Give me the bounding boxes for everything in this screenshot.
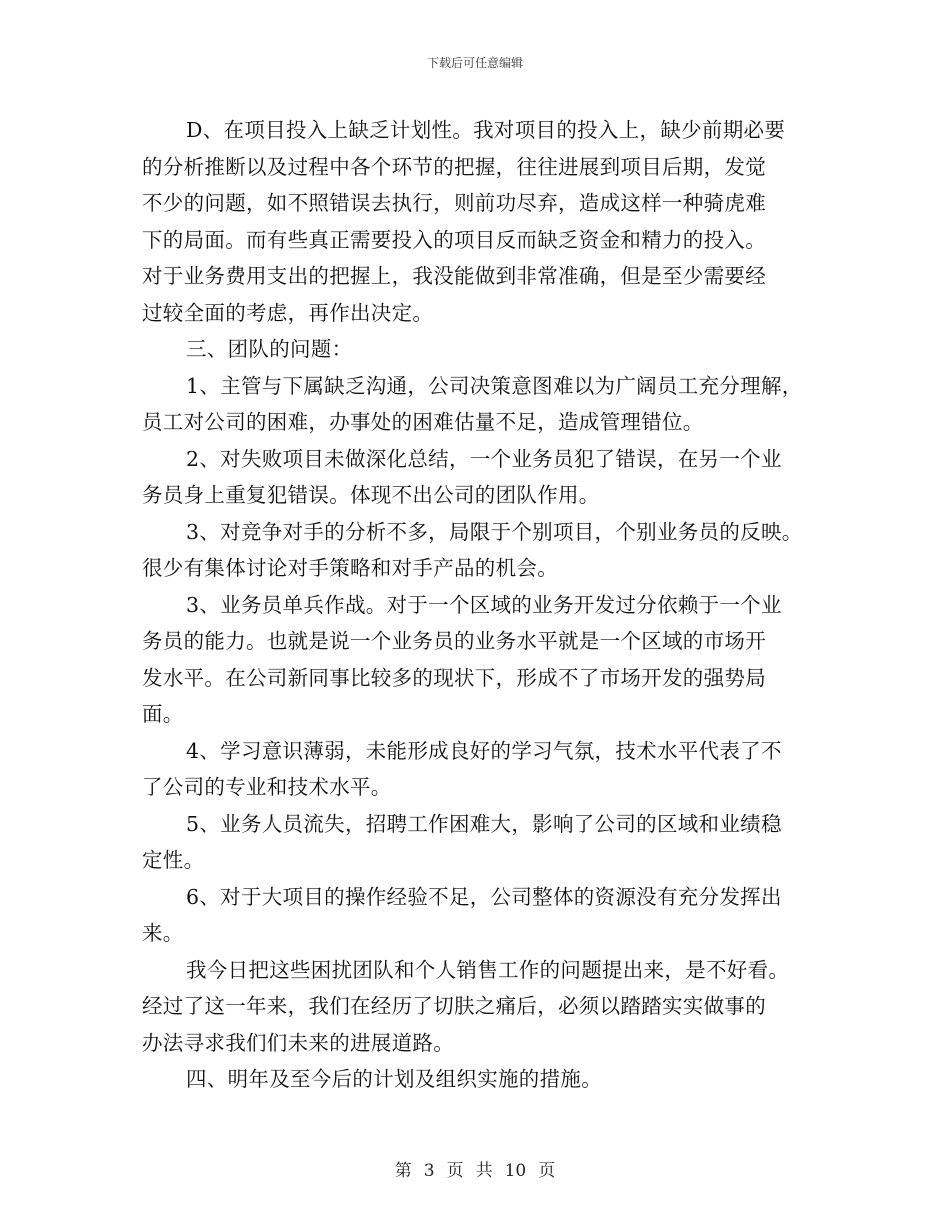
text-line: 3、业务员单兵作战。对于一个区域的业务开发过分依赖于一个业 <box>186 592 782 617</box>
document-body <box>142 112 822 1098</box>
text-line: 面。 <box>142 702 184 726</box>
text-line: 4、学习意识薄弱，未能形成良好的学习气氛，技术水平代表了不 <box>186 738 782 763</box>
footer-total-word: 共 <box>475 1161 493 1181</box>
text-line: 2、对失败项目未做深化总结，一个业务员犯了错误，在另一个业 <box>186 446 782 471</box>
text-line: 经过了这一年来，我们在经历了切肤之痛后，必须以踏踏实实做事的 <box>142 994 766 1018</box>
text-line: 四、明年及至今后的计划及组织实施的措施。 <box>186 1067 602 1091</box>
footer-page-word: 页 <box>446 1161 464 1181</box>
page-footer <box>0 1156 950 1181</box>
text-line: 6、对于大项目的操作经验不足，公司整体的资源没有充分发挥出 <box>186 884 782 909</box>
text-line: 发水平。在公司新同事比较多的现状下，形成不了市场开发的强势局 <box>142 665 766 690</box>
text-line: 不少的问题，如不照错误去执行，则前功尽弃，造成这样一种骑虎难 <box>142 191 766 215</box>
text-line: 定性。 <box>142 848 205 872</box>
text-line: 过较全面的考虑，再作出决定。 <box>142 300 434 325</box>
text-line: 3、对竞争对手的分析不多，局限于个别项目，个别业务员的反映。 <box>186 519 803 544</box>
text-line: 办法寻求我们们未来的进展道路。 <box>142 1030 454 1055</box>
text-line: 来。 <box>142 921 184 945</box>
text-line: 我今日把这些困扰团队和个人销售工作的问题提出来，是不好看。 <box>186 957 790 982</box>
text-line: 很少有集体讨论对手策略和对手产品的机会。 <box>142 556 558 580</box>
footer-prefix: 第 <box>394 1161 412 1181</box>
text-line: 三、团队的问题： <box>186 337 353 361</box>
page-header: 下载后可任意编辑 <box>426 56 523 70</box>
footer-total-pages: 10 <box>504 1161 527 1181</box>
text-line: 的分析推断以及过程中各个环节的把握，往往进展到项目后期，发觉 <box>142 154 766 179</box>
text-line: D、在项目投入上缺乏计划性。我对项目的投入上，缺少前期必要 <box>186 118 786 142</box>
text-line: 员工对公司的困难，办事处的困难估量不足，造成管理错位。 <box>142 410 704 434</box>
text-line: 下的局面。而有些真正需要投入的项目反而缺乏资金和精力的投入。 <box>142 227 766 252</box>
footer-suffix: 页 <box>538 1161 556 1181</box>
text-line: 了公司的专业和技术水平。 <box>142 775 392 799</box>
text-line: 1、主管与下属缺乏沟通，公司决策意图难以为广阔员工充分理解， <box>186 373 803 398</box>
text-line: 5、业务人员流失，招聘工作困难大，影响了公司的区域和业绩稳 <box>186 811 782 836</box>
text-line: 务员身上重复犯错误。体现不出公司的团队作用。 <box>142 483 600 507</box>
footer-current-page: 3 <box>423 1161 435 1181</box>
text-line: 务员的能力。也就是说一个业务员的业务水平就是一个区域的市场开 <box>142 629 766 653</box>
text-line: 对于业务费用支出的把握上，我没能做到非常准确，但是至少需要经 <box>142 264 766 288</box>
